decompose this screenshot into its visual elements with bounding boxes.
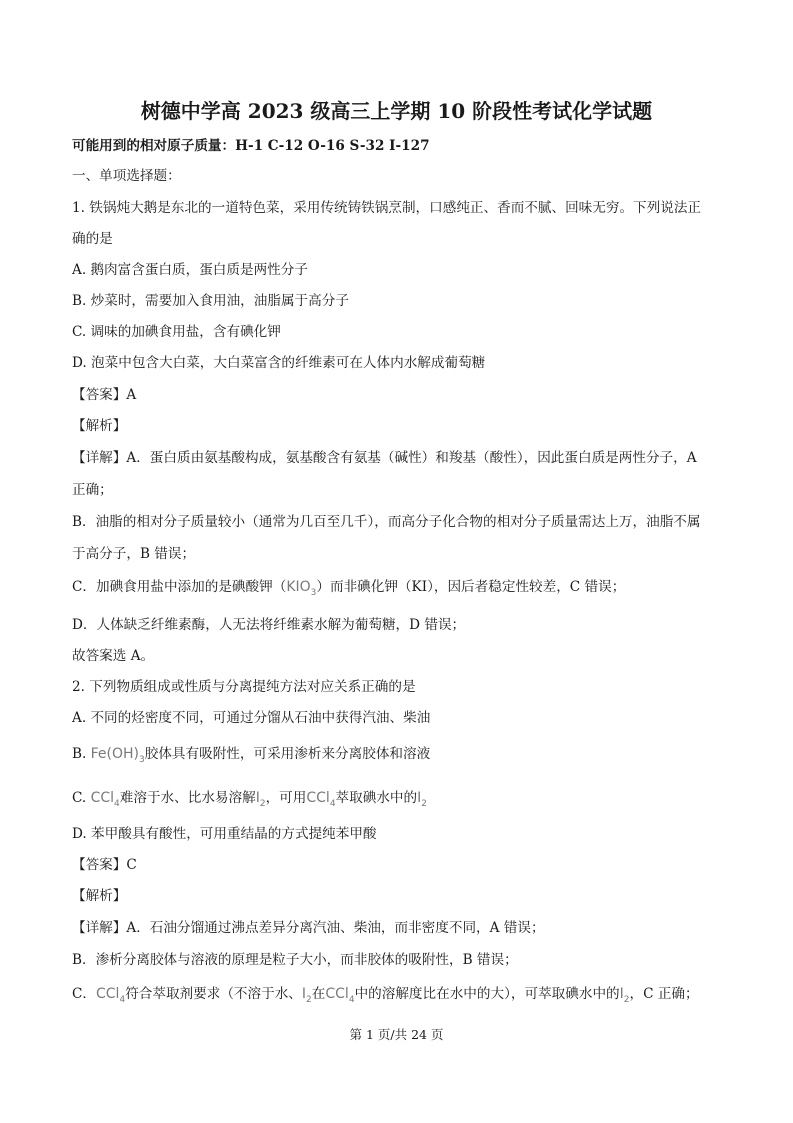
q1-option-b: B. 炒菜时，需要加入食用油，油脂属于高分子	[72, 293, 349, 309]
i2-text-3: I	[301, 986, 307, 1002]
q1-option-c: C. 调味的加碘食用盐，含有碘化钾	[72, 324, 281, 340]
q1-conclusion: 故答案选 A。	[72, 648, 155, 664]
q2-analysis-label: 【解析】	[72, 888, 127, 904]
q2-detail-c-text4: ，C 正确；	[629, 986, 699, 1002]
ccl4-formula-2	[306, 790, 336, 809]
q2-option-b	[72, 745, 430, 769]
q2-detail-c-text3: 中的溶解度比在水中的大），可萃取碘水中的	[354, 986, 620, 1002]
q1-detail-line2: 正确；	[72, 482, 113, 498]
ccl4-formula	[90, 790, 120, 809]
q2-answer: 【答案】C	[72, 857, 137, 873]
q2-option-c-text3: 萃取碘水中的	[335, 790, 418, 806]
kio3-formula	[286, 579, 317, 598]
q2-detail-c	[72, 985, 699, 1009]
i2-text-2: I	[417, 790, 422, 806]
q1-detail-b-line1: B．油脂的相对分子质量较小（通常为几百至几千），而高分子化合物的相对分子质量需达上万，油脂不属	[72, 514, 701, 530]
ccl4-sub-4: 4	[348, 994, 355, 1005]
i2-sub-3: 2	[306, 994, 312, 1005]
q2-option-b-text: 胶体具有吸附性，可采用渗析来分离胶体和溶液	[144, 746, 431, 762]
q2-option-c-text1: 难溶于水、比水易溶解	[119, 790, 256, 806]
q1-detail-c-post: ）而非碘化钾（KI），因后者稳定性较差，C 错误；	[316, 579, 626, 595]
q2-option-a: A. 不同的烃密度不同，可通过分馏从石油中获得汽油、柴油	[72, 710, 431, 726]
ccl4-formula-3	[96, 986, 126, 1005]
ccl4-text-3: CCl	[96, 986, 120, 1002]
q2-detail-c-text1: 符合萃取剂要求（不溶于水、	[125, 986, 302, 1002]
q1-detail-b-line2: 于高分子，B 错误；	[72, 546, 196, 562]
q2-detail-b: B．渗析分离胶体与溶液的原理是粒子大小，而非胶体的吸附性，B 错误；	[72, 952, 518, 968]
ccl4-sub-3: 4	[119, 994, 126, 1005]
q1-detail-c	[72, 578, 625, 602]
q2-option-c-text2: ，可用	[265, 790, 307, 806]
q2-option-c	[72, 789, 427, 813]
page-title: 树德中学高 2023 级高三上学期 10 阶段性考试化学试题	[140, 99, 653, 123]
i2-text: I	[255, 790, 260, 806]
q2-option-c-label: C.	[72, 790, 87, 806]
atomic-masses: 可能用到的相对原子质量：H-1 C-12 O-16 S-32 I-127	[72, 138, 430, 154]
ccl4-text-2: CCl	[306, 790, 330, 806]
i2-sub: 2	[259, 798, 266, 809]
section-heading: 一、单项选择题：	[72, 168, 181, 184]
feoh3-formula-sub: 3	[139, 754, 145, 765]
q1-option-d: D. 泡菜中包含大白菜，大白菜富含的纤维素可在人体内水解成葡萄糖	[72, 355, 486, 371]
q1-stem-line1: 1. 铁锅炖大鹅是东北的一道特色菜，采用传统铸铁锅烹制，口感纯正、香而不腻、回味无穷。下列说法正	[72, 200, 702, 216]
q2-detail-c-text2: 在	[311, 986, 326, 1002]
q1-detail-d: D．人体缺乏纤维素酶，人无法将纤维素水解为葡萄糖，D 错误；	[72, 617, 466, 633]
q1-detail-line1: 【详解】A．蛋白质由氨基酸构成，氨基酸含有氨基（碱性）和羧基（酸性），因此蛋白质是两性分子，A	[72, 450, 697, 466]
i2-formula-4	[619, 986, 630, 1005]
feoh3-formula-text: Fe(OH)	[90, 746, 140, 762]
i2-text-4: I	[619, 986, 624, 1002]
ccl4-sub-2: 4	[329, 798, 336, 809]
q1-option-a: A. 鹅肉富含蛋白质，蛋白质是两性分子	[72, 262, 308, 278]
ccl4-text: CCl	[90, 790, 115, 806]
q1-answer: 【答案】A	[72, 387, 137, 403]
i2-formula-3	[301, 986, 312, 1005]
kio3-formula-text: KIO	[286, 579, 311, 595]
q2-option-d: D. 苯甲酸具有酸性，可用重结晶的方式提纯苯甲酸	[72, 826, 377, 842]
i2-sub-2: 2	[421, 798, 427, 809]
i2-sub-4: 2	[623, 994, 630, 1005]
feoh3-formula	[90, 746, 145, 765]
i2-formula-2	[417, 790, 427, 809]
q1-stem-line2: 确的是	[72, 231, 113, 247]
q2-option-b-label: B.	[72, 746, 87, 762]
q2-detail-a: 【详解】A．石油分馏通过沸点差异分离汽油、柴油，而非密度不同，A 错误；	[72, 920, 545, 936]
ccl4-sub: 4	[114, 798, 120, 809]
q1-analysis-label: 【解析】	[72, 418, 127, 434]
ccl4-text-4: CCl	[325, 986, 349, 1002]
kio3-formula-sub: 3	[310, 587, 317, 598]
q2-stem: 2. 下列物质组成或性质与分离提纯方法对应关系正确的是	[72, 679, 416, 695]
page-footer: 第 1 页/共 24 页	[349, 1027, 444, 1042]
q2-detail-c-label: C．	[72, 986, 96, 1002]
q1-detail-c-pre: C．加碘食用盐中添加的是碘酸钾（	[72, 579, 287, 595]
ccl4-formula-4	[325, 986, 355, 1005]
i2-formula	[255, 790, 266, 809]
